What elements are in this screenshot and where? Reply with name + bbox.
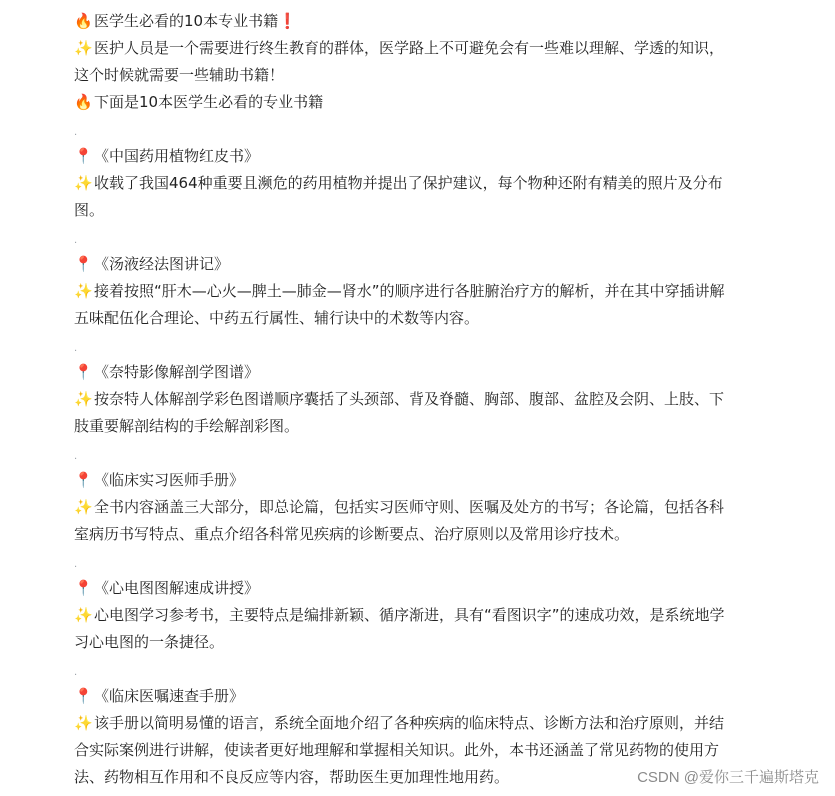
book-desc-line bbox=[74, 710, 774, 737]
exclamation-icon: ❗ bbox=[278, 12, 297, 30]
article-body bbox=[74, 8, 774, 791]
fire-icon: 🔥 bbox=[74, 93, 93, 111]
pin-icon: 📍 bbox=[74, 579, 93, 597]
book-desc: 室病历书写特点、重点介绍各科常见疾病的诊断要点、治疗原则以及常用诊疗技术。 bbox=[74, 525, 630, 543]
book-desc-line bbox=[74, 305, 774, 332]
book-title-line bbox=[74, 467, 774, 494]
subtitle-line bbox=[74, 89, 774, 116]
intro-line bbox=[74, 35, 774, 62]
separator-dot: · bbox=[74, 670, 78, 681]
book-desc: 该手册以简明易懂的语言，系统全面地介绍了各种疾病的临床特点、诊断方法和治疗原则，并结 bbox=[94, 714, 725, 732]
separator-dot: · bbox=[74, 238, 78, 249]
book-desc: 收载了我国464种重要且濒危的药用植物并提出了保护建议，每个物种还附有精美的照片及分布 bbox=[94, 174, 723, 192]
book-desc-line bbox=[74, 413, 774, 440]
book-title-line bbox=[74, 143, 774, 170]
csdn-watermark: CSDN @爱你三千遍斯塔克 bbox=[637, 769, 819, 786]
book-title-line bbox=[74, 575, 774, 602]
book-desc: 全书内容涵盖三大部分，即总论篇，包括实习医师守则、医嘱及处方的书写；各论篇，包括各科 bbox=[94, 498, 725, 516]
book-desc-line bbox=[74, 494, 774, 521]
pin-icon: 📍 bbox=[74, 255, 93, 273]
intro-line-2 bbox=[74, 62, 774, 89]
book-desc: 五味配伍化合理论、中药五行属性、辅行诀中的术数等内容。 bbox=[74, 309, 480, 327]
book-desc-line bbox=[74, 629, 774, 656]
title-line bbox=[74, 8, 774, 35]
sparkle-icon: ✨ bbox=[74, 174, 93, 192]
sparkle-icon: ✨ bbox=[74, 39, 93, 57]
book-desc-line bbox=[74, 170, 774, 197]
sparkle-icon: ✨ bbox=[74, 714, 93, 732]
book-title: 《奈特影像解剖学图谱》 bbox=[94, 363, 260, 381]
book-desc: 心电图学习参考书，主要特点是编排新颖、循序渐进，具有“看图识字”的速成功效，是系统地学 bbox=[94, 606, 725, 624]
intro-text-2: 这个时候就需要一些辅助书籍！ bbox=[74, 66, 285, 84]
sparkle-icon: ✨ bbox=[74, 498, 93, 516]
book-desc: 法、药物相互作用和不良反应等内容，帮助医生更加理性地用药。 bbox=[74, 768, 510, 786]
book-desc-line bbox=[74, 521, 774, 548]
separator-dot: · bbox=[74, 346, 78, 357]
book-desc: 接着按照“肝木—心火—脾土—肺金—肾水”的顺序进行各脏腑治疗方的解析，并在其中穿插讲解 bbox=[94, 282, 725, 300]
book-desc-line bbox=[74, 386, 774, 413]
book-title: 《心电图图解速成讲授》 bbox=[94, 579, 260, 597]
book-title: 《临床实习医师手册》 bbox=[94, 471, 245, 489]
sparkle-icon: ✨ bbox=[74, 282, 93, 300]
book-desc-line bbox=[74, 278, 774, 305]
pin-icon: 📍 bbox=[74, 687, 93, 705]
separator-dot: · bbox=[74, 562, 78, 573]
book-title: 《中国药用植物红皮书》 bbox=[94, 147, 260, 165]
book-title: 《汤液经法图讲记》 bbox=[94, 255, 230, 273]
article-title: 医学生必看的10本专业书籍 bbox=[94, 12, 279, 30]
book-title: 《临床医嘱速查手册》 bbox=[94, 687, 245, 705]
book-desc: 按奈特人体解剖学彩色图谱顺序囊括了头颈部、背及脊髓、胸部、腹部、盆腔及会阴、上肢、下 bbox=[94, 390, 725, 408]
pin-icon: 📍 bbox=[74, 471, 93, 489]
book-desc: 合实际案例进行讲解，使读者更好地理解和掌握相关知识。此外，本书还涵盖了常见药物的使用方 bbox=[74, 741, 720, 759]
sparkle-icon: ✨ bbox=[74, 390, 93, 408]
pin-icon: 📍 bbox=[74, 147, 93, 165]
separator-dot: · bbox=[74, 130, 78, 141]
book-desc-line bbox=[74, 197, 774, 224]
fire-icon: 🔥 bbox=[74, 12, 93, 30]
book-title-line bbox=[74, 251, 774, 278]
book-title-line bbox=[74, 359, 774, 386]
book-title-line bbox=[74, 683, 774, 710]
book-desc: 习心电图的一条捷径。 bbox=[74, 633, 225, 651]
pin-icon: 📍 bbox=[74, 363, 93, 381]
book-desc-line bbox=[74, 602, 774, 629]
book-desc-line bbox=[74, 737, 774, 764]
intro-text-1: 医护人员是一个需要进行终生教育的群体，医学路上不可避免会有一些难以理解、学透的知识， bbox=[94, 39, 725, 57]
book-desc: 图。 bbox=[74, 201, 105, 219]
sparkle-icon: ✨ bbox=[74, 606, 93, 624]
book-desc: 肢重要解剖结构的手绘解剖彩图。 bbox=[74, 417, 300, 435]
subtitle-text: 下面是10本医学生必看的专业书籍 bbox=[94, 93, 324, 111]
separator-dot: · bbox=[74, 454, 78, 465]
